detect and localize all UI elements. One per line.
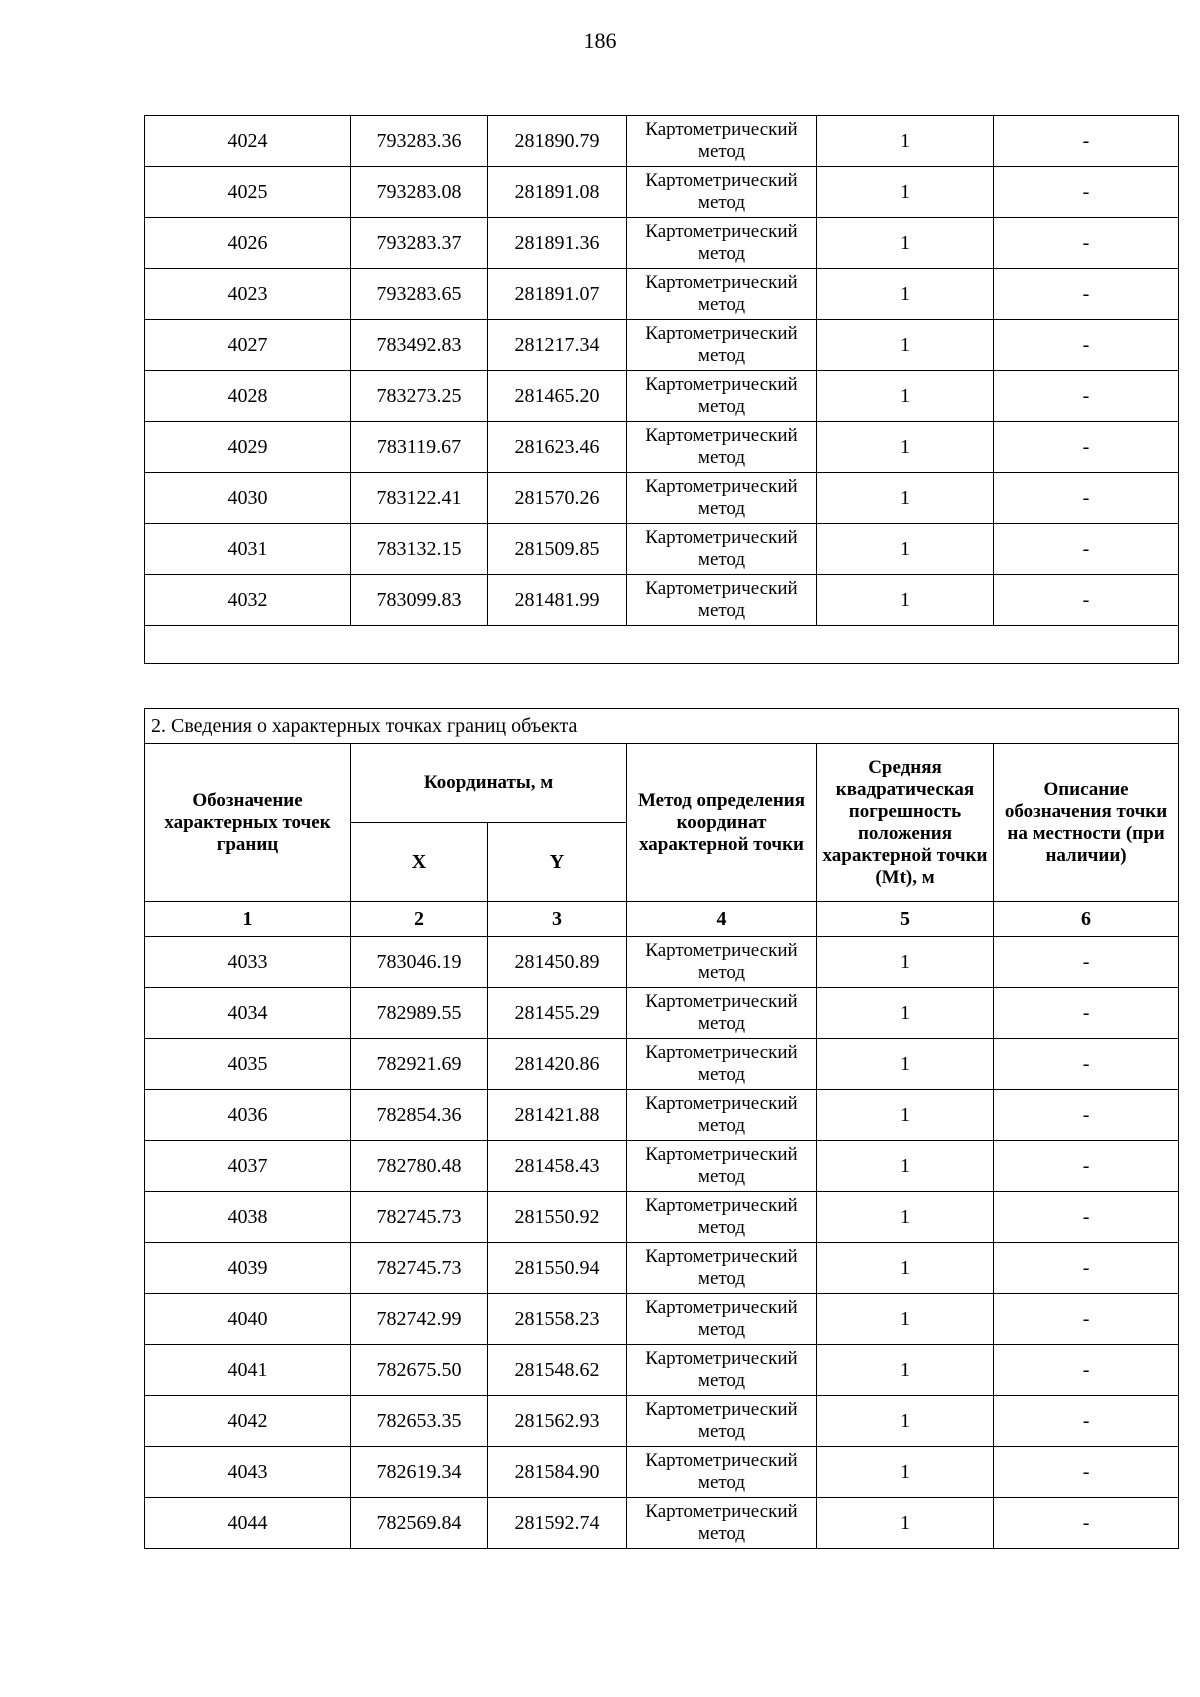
table-row — [145, 937, 1179, 988]
y-coordinate-cell: 281891.07 — [488, 269, 627, 320]
y-coordinate-cell: 281450.89 — [488, 937, 627, 988]
y-coordinate-cell: 281548.62 — [488, 1345, 627, 1396]
header-description: Описание обозначения точки на местности (при наличии) — [994, 744, 1179, 902]
mt-cell: 1 — [817, 167, 994, 218]
method-cell: Картометрический метод — [627, 116, 817, 167]
x-coordinate-cell: 782745.73 — [351, 1243, 488, 1294]
point-id-cell: 4034 — [145, 988, 351, 1039]
mt-cell: 1 — [817, 1498, 994, 1549]
mt-cell: 1 — [817, 1039, 994, 1090]
description-cell: - — [994, 1447, 1179, 1498]
column-number: 6 — [994, 902, 1179, 937]
table-row — [145, 269, 1179, 320]
mt-cell: 1 — [817, 116, 994, 167]
method-cell: Картометрический метод — [627, 575, 817, 626]
column-number: 1 — [145, 902, 351, 937]
header-x: X — [351, 823, 488, 902]
table-row — [145, 167, 1179, 218]
description-cell: - — [994, 1498, 1179, 1549]
mt-cell: 1 — [817, 1090, 994, 1141]
method-cell: Картометрический метод — [627, 320, 817, 371]
point-id-cell: 4023 — [145, 269, 351, 320]
point-id-cell: 4033 — [145, 937, 351, 988]
method-cell: Картометрический метод — [627, 1447, 817, 1498]
x-coordinate-cell: 793283.08 — [351, 167, 488, 218]
method-cell: Картометрический метод — [627, 473, 817, 524]
method-cell: Картометрический метод — [627, 988, 817, 1039]
x-coordinate-cell: 782780.48 — [351, 1141, 488, 1192]
table-row — [145, 116, 1179, 167]
column-number: 4 — [627, 902, 817, 937]
description-cell: - — [994, 1243, 1179, 1294]
method-cell: Картометрический метод — [627, 1345, 817, 1396]
description-cell: - — [994, 1396, 1179, 1447]
mt-cell: 1 — [817, 575, 994, 626]
description-cell: - — [994, 371, 1179, 422]
table-row — [145, 1396, 1179, 1447]
method-cell: Картометрический метод — [627, 422, 817, 473]
header-coordinates: Координаты, м — [351, 744, 627, 823]
point-id-cell: 4038 — [145, 1192, 351, 1243]
boundary-points-table — [144, 708, 1179, 1549]
empty-cell — [145, 626, 1179, 664]
mt-cell: 1 — [817, 524, 994, 575]
header-y: Y — [488, 823, 627, 902]
description-cell: - — [994, 1294, 1179, 1345]
method-cell: Картометрический метод — [627, 1498, 817, 1549]
table-row — [145, 988, 1179, 1039]
point-id-cell: 4031 — [145, 524, 351, 575]
table-row — [145, 1243, 1179, 1294]
x-coordinate-cell: 783119.67 — [351, 422, 488, 473]
mt-cell: 1 — [817, 1243, 994, 1294]
x-coordinate-cell: 782921.69 — [351, 1039, 488, 1090]
point-id-cell: 4044 — [145, 1498, 351, 1549]
point-id-cell: 4035 — [145, 1039, 351, 1090]
method-cell: Картометрический метод — [627, 269, 817, 320]
x-coordinate-cell: 783099.83 — [351, 575, 488, 626]
header-method: Метод определения координат характерной точки — [627, 744, 817, 902]
method-cell: Картометрический метод — [627, 1243, 817, 1294]
x-coordinate-cell: 782619.34 — [351, 1447, 488, 1498]
table2-body — [145, 937, 1179, 1549]
x-coordinate-cell: 793283.65 — [351, 269, 488, 320]
table-row — [145, 1090, 1179, 1141]
table-row — [145, 1447, 1179, 1498]
y-coordinate-cell: 281465.20 — [488, 371, 627, 422]
point-id-cell: 4042 — [145, 1396, 351, 1447]
y-coordinate-cell: 281217.34 — [488, 320, 627, 371]
description-cell: - — [994, 473, 1179, 524]
y-coordinate-cell: 281420.86 — [488, 1039, 627, 1090]
table-caption: 2. Сведения о характерных точках границ объекта — [145, 709, 1179, 744]
y-coordinate-cell: 281421.88 — [488, 1090, 627, 1141]
method-cell: Картометрический метод — [627, 1294, 817, 1345]
x-coordinate-cell: 782854.36 — [351, 1090, 488, 1141]
point-id-cell: 4040 — [145, 1294, 351, 1345]
x-coordinate-cell: 783492.83 — [351, 320, 488, 371]
description-cell: - — [994, 524, 1179, 575]
point-id-cell: 4032 — [145, 575, 351, 626]
description-cell: - — [994, 1090, 1179, 1141]
method-cell: Картометрический метод — [627, 1090, 817, 1141]
page-number: 186 — [583, 28, 617, 53]
mt-cell: 1 — [817, 218, 994, 269]
method-cell: Картометрический метод — [627, 524, 817, 575]
table-row — [145, 575, 1179, 626]
description-cell: - — [994, 1141, 1179, 1192]
x-coordinate-cell: 782653.35 — [351, 1396, 488, 1447]
x-coordinate-cell: 793283.36 — [351, 116, 488, 167]
table-row — [145, 473, 1179, 524]
x-coordinate-cell: 783122.41 — [351, 473, 488, 524]
y-coordinate-cell: 281550.94 — [488, 1243, 627, 1294]
header-mt: Средняя квадратическая погрешность положения характерной точки (Mt), м — [817, 744, 994, 902]
table-row — [145, 422, 1179, 473]
x-coordinate-cell: 782742.99 — [351, 1294, 488, 1345]
mt-cell: 1 — [817, 1447, 994, 1498]
y-coordinate-cell: 281558.23 — [488, 1294, 627, 1345]
description-cell: - — [994, 937, 1179, 988]
y-coordinate-cell: 281890.79 — [488, 116, 627, 167]
method-cell: Картометрический метод — [627, 1396, 817, 1447]
table-row — [145, 1294, 1179, 1345]
point-id-cell: 4030 — [145, 473, 351, 524]
point-id-cell: 4025 — [145, 167, 351, 218]
point-id-cell: 4036 — [145, 1090, 351, 1141]
description-cell: - — [994, 575, 1179, 626]
point-id-cell: 4026 — [145, 218, 351, 269]
y-coordinate-cell: 281458.43 — [488, 1141, 627, 1192]
table-row — [145, 524, 1179, 575]
method-cell: Картометрический метод — [627, 371, 817, 422]
description-cell: - — [994, 320, 1179, 371]
mt-cell: 1 — [817, 937, 994, 988]
y-coordinate-cell: 281891.36 — [488, 218, 627, 269]
table-row — [145, 1498, 1179, 1549]
table1-body — [145, 116, 1179, 664]
x-coordinate-cell: 782745.73 — [351, 1192, 488, 1243]
description-cell: - — [994, 1192, 1179, 1243]
mt-cell: 1 — [817, 422, 994, 473]
table-row — [145, 1039, 1179, 1090]
mt-cell: 1 — [817, 1192, 994, 1243]
table-row — [145, 371, 1179, 422]
point-id-cell: 4027 — [145, 320, 351, 371]
point-id-cell: 4028 — [145, 371, 351, 422]
point-id-cell: 4037 — [145, 1141, 351, 1192]
method-cell: Картометрический метод — [627, 1192, 817, 1243]
x-coordinate-cell: 793283.37 — [351, 218, 488, 269]
mt-cell: 1 — [817, 473, 994, 524]
point-id-cell: 4029 — [145, 422, 351, 473]
description-cell: - — [994, 116, 1179, 167]
y-coordinate-cell: 281550.92 — [488, 1192, 627, 1243]
y-coordinate-cell: 281584.90 — [488, 1447, 627, 1498]
column-number: 5 — [817, 902, 994, 937]
mt-cell: 1 — [817, 1141, 994, 1192]
x-coordinate-cell: 782569.84 — [351, 1498, 488, 1549]
description-cell: - — [994, 218, 1179, 269]
table-row — [145, 218, 1179, 269]
y-coordinate-cell: 281481.99 — [488, 575, 627, 626]
column-number: 2 — [351, 902, 488, 937]
x-coordinate-cell: 783273.25 — [351, 371, 488, 422]
column-number: 3 — [488, 902, 627, 937]
table-row — [145, 1192, 1179, 1243]
table-row — [145, 1141, 1179, 1192]
y-coordinate-cell: 281455.29 — [488, 988, 627, 1039]
x-coordinate-cell: 782989.55 — [351, 988, 488, 1039]
description-cell: - — [994, 269, 1179, 320]
description-cell: - — [994, 422, 1179, 473]
mt-cell: 1 — [817, 371, 994, 422]
mt-cell: 1 — [817, 1396, 994, 1447]
x-coordinate-cell: 783046.19 — [351, 937, 488, 988]
description-cell: - — [994, 1039, 1179, 1090]
mt-cell: 1 — [817, 320, 994, 371]
y-coordinate-cell: 281509.85 — [488, 524, 627, 575]
point-id-cell: 4041 — [145, 1345, 351, 1396]
y-coordinate-cell: 281592.74 — [488, 1498, 627, 1549]
point-id-cell: 4024 — [145, 116, 351, 167]
description-cell: - — [994, 988, 1179, 1039]
mt-cell: 1 — [817, 988, 994, 1039]
method-cell: Картометрический метод — [627, 1141, 817, 1192]
x-coordinate-cell: 782675.50 — [351, 1345, 488, 1396]
x-coordinate-cell: 783132.15 — [351, 524, 488, 575]
header-designation: Обозначение характерных точек границ — [145, 744, 351, 902]
method-cell: Картометрический метод — [627, 218, 817, 269]
table-row — [145, 320, 1179, 371]
method-cell: Картометрический метод — [627, 167, 817, 218]
table-row — [145, 1345, 1179, 1396]
mt-cell: 1 — [817, 269, 994, 320]
point-id-cell: 4039 — [145, 1243, 351, 1294]
boundary-points-table-continued — [144, 115, 1179, 664]
description-cell: - — [994, 1345, 1179, 1396]
y-coordinate-cell: 281623.46 — [488, 422, 627, 473]
point-id-cell: 4043 — [145, 1447, 351, 1498]
y-coordinate-cell: 281562.93 — [488, 1396, 627, 1447]
mt-cell: 1 — [817, 1345, 994, 1396]
method-cell: Картометрический метод — [627, 1039, 817, 1090]
method-cell: Картометрический метод — [627, 937, 817, 988]
description-cell: - — [994, 167, 1179, 218]
mt-cell: 1 — [817, 1294, 994, 1345]
y-coordinate-cell: 281891.08 — [488, 167, 627, 218]
y-coordinate-cell: 281570.26 — [488, 473, 627, 524]
empty-row — [145, 626, 1179, 664]
